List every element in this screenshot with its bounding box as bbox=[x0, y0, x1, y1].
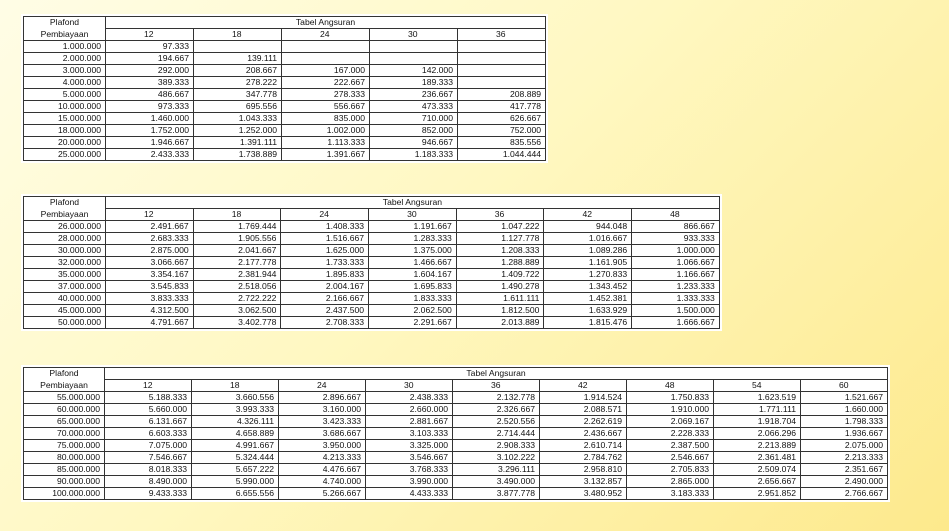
plafond-cell: 85.000.000 bbox=[24, 464, 105, 476]
pembiayaan-label: Pembiayaan bbox=[24, 380, 105, 392]
installment-cell: 3.103.333 bbox=[366, 428, 453, 440]
installment-cell: 208.889 bbox=[458, 89, 546, 101]
table-row bbox=[24, 440, 888, 452]
installment-cell: 278.222 bbox=[194, 77, 282, 89]
installment-cell: 1.191.667 bbox=[369, 221, 457, 233]
installment-cell: 7.546.667 bbox=[105, 452, 192, 464]
table-row bbox=[24, 101, 546, 113]
plafond-cell: 32.000.000 bbox=[24, 257, 106, 269]
installment-cell: 2.213.889 bbox=[714, 440, 801, 452]
installment-cell: 3.490.000 bbox=[453, 476, 540, 488]
installment-cell: 1.516.667 bbox=[281, 233, 369, 245]
installment-cell: 1.733.333 bbox=[281, 257, 369, 269]
installment-cell: 2.262.619 bbox=[540, 416, 627, 428]
installment-cell: 5.266.667 bbox=[279, 488, 366, 500]
tenor-header: 42 bbox=[544, 209, 632, 221]
installment-cell: 6.603.333 bbox=[105, 428, 192, 440]
installment-cell: 2.066.296 bbox=[714, 428, 801, 440]
installment-cell: 2.491.667 bbox=[106, 221, 194, 233]
installment-cell: 1.208.333 bbox=[456, 245, 544, 257]
table-row bbox=[24, 113, 546, 125]
installment-cell: 1.738.889 bbox=[194, 149, 282, 161]
header-row-tenors bbox=[24, 29, 546, 41]
table-row bbox=[24, 41, 546, 53]
installment-cell: 7.075.000 bbox=[105, 440, 192, 452]
installment-cell bbox=[370, 53, 458, 65]
header-row-tenors bbox=[24, 380, 888, 392]
installment-cell: 2.610.714 bbox=[540, 440, 627, 452]
installment-cell: 1.161.905 bbox=[544, 257, 632, 269]
installment-cell: 167.000 bbox=[282, 65, 370, 77]
installment-table-2 bbox=[21, 194, 722, 331]
installment-cell: 2.132.778 bbox=[453, 392, 540, 404]
installment-cell: 1.047.222 bbox=[456, 221, 544, 233]
pembiayaan-label: Pembiayaan bbox=[24, 209, 106, 221]
plafond-cell: 45.000.000 bbox=[24, 305, 106, 317]
installment-cell: 626.667 bbox=[458, 113, 546, 125]
installment-cell: 2.714.444 bbox=[453, 428, 540, 440]
installment-table-3 bbox=[21, 365, 890, 502]
installment-cell: 946.667 bbox=[370, 137, 458, 149]
installment-cell: 4.312.500 bbox=[106, 305, 194, 317]
plafond-cell: 37.000.000 bbox=[24, 281, 106, 293]
installment-cell: 1.623.519 bbox=[714, 392, 801, 404]
installment-cell: 3.062.500 bbox=[193, 305, 281, 317]
header-row-title bbox=[24, 368, 888, 380]
installment-cell: 3.132.857 bbox=[540, 476, 627, 488]
plafond-label: Plafond bbox=[24, 17, 106, 29]
installment-cell: 1.270.833 bbox=[544, 269, 632, 281]
table-row bbox=[24, 89, 546, 101]
installment-cell: 6.655.556 bbox=[192, 488, 279, 500]
installment-cell: 2.291.667 bbox=[369, 317, 457, 329]
installment-cell: 2.896.667 bbox=[279, 392, 366, 404]
installment-cell: 944.048 bbox=[544, 221, 632, 233]
table-title: Tabel Angsuran bbox=[106, 17, 546, 29]
installment-cell: 1.769.444 bbox=[193, 221, 281, 233]
installment-cell: 2.951.852 bbox=[714, 488, 801, 500]
tenor-header: 36 bbox=[458, 29, 546, 41]
installment-cell: 208.667 bbox=[194, 65, 282, 77]
installment-cell: 2.875.000 bbox=[106, 245, 194, 257]
installment-cell: 3.768.333 bbox=[366, 464, 453, 476]
installment-cell: 8.018.333 bbox=[105, 464, 192, 476]
installment-cell: 3.183.333 bbox=[627, 488, 714, 500]
tenor-header: 30 bbox=[369, 209, 457, 221]
installment-cell: 2.177.778 bbox=[193, 257, 281, 269]
installment-cell: 1.946.667 bbox=[106, 137, 194, 149]
table-row bbox=[24, 137, 546, 149]
installment-cell: 3.950.000 bbox=[279, 440, 366, 452]
installment-cell: 4.740.000 bbox=[279, 476, 366, 488]
installment-cell: 1.288.889 bbox=[456, 257, 544, 269]
installment-cell: 2.518.056 bbox=[193, 281, 281, 293]
installment-cell: 1.391.667 bbox=[282, 149, 370, 161]
installment-cell: 8.490.000 bbox=[105, 476, 192, 488]
installment-cell: 2.722.222 bbox=[193, 293, 281, 305]
table-row bbox=[24, 293, 720, 305]
table-title: Tabel Angsuran bbox=[105, 368, 888, 380]
installment-cell: 1.166.667 bbox=[632, 269, 720, 281]
installment-cell: 835.000 bbox=[282, 113, 370, 125]
installment-cell: 1.043.333 bbox=[194, 113, 282, 125]
table-row bbox=[24, 65, 546, 77]
installment-cell: 1.521.667 bbox=[801, 392, 888, 404]
tenor-header: 48 bbox=[632, 209, 720, 221]
installment-cell: 1.611.111 bbox=[456, 293, 544, 305]
installment-cell: 2.041.667 bbox=[193, 245, 281, 257]
installment-cell: 1.343.452 bbox=[544, 281, 632, 293]
plafond-cell: 80.000.000 bbox=[24, 452, 105, 464]
installment-cell: 2.908.333 bbox=[453, 440, 540, 452]
installment-cell: 3.660.556 bbox=[192, 392, 279, 404]
installment-cell: 1.812.500 bbox=[456, 305, 544, 317]
installment-cell: 1.002.000 bbox=[282, 125, 370, 137]
installment-cell: 2.213.333 bbox=[801, 452, 888, 464]
table-row bbox=[24, 404, 888, 416]
installment-cell: 6.131.667 bbox=[105, 416, 192, 428]
installment-cell: 2.660.000 bbox=[366, 404, 453, 416]
installment-cell: 278.333 bbox=[282, 89, 370, 101]
installment-cell: 1.113.333 bbox=[282, 137, 370, 149]
installment-cell: 2.705.833 bbox=[627, 464, 714, 476]
installment-cell: 710.000 bbox=[370, 113, 458, 125]
table-row bbox=[24, 269, 720, 281]
table-row bbox=[24, 53, 546, 65]
installment-table-1 bbox=[21, 14, 548, 163]
table-row bbox=[24, 452, 888, 464]
table-row bbox=[24, 281, 720, 293]
installment-cell: 2.436.667 bbox=[540, 428, 627, 440]
plafond-cell: 26.000.000 bbox=[24, 221, 106, 233]
plafond-cell: 25.000.000 bbox=[24, 149, 106, 161]
installment-cell: 1.910.000 bbox=[627, 404, 714, 416]
plafond-cell: 100.000.000 bbox=[24, 488, 105, 500]
installment-cell: 4.476.667 bbox=[279, 464, 366, 476]
installment-cell: 2.351.667 bbox=[801, 464, 888, 476]
installment-cell: 1.905.556 bbox=[193, 233, 281, 245]
installment-cell: 3.480.952 bbox=[540, 488, 627, 500]
plafond-cell: 35.000.000 bbox=[24, 269, 106, 281]
installment-cell: 866.667 bbox=[632, 221, 720, 233]
installment-cell: 1.408.333 bbox=[281, 221, 369, 233]
installment-cell: 1.252.000 bbox=[194, 125, 282, 137]
table-row bbox=[24, 488, 888, 500]
installment-cell: 1.633.929 bbox=[544, 305, 632, 317]
installment-cell: 1.409.722 bbox=[456, 269, 544, 281]
tenor-header: 24 bbox=[281, 209, 369, 221]
tenor-header: 30 bbox=[370, 29, 458, 41]
installment-cell: 3.545.833 bbox=[106, 281, 194, 293]
installment-cell: 2.490.000 bbox=[801, 476, 888, 488]
header-row-title bbox=[24, 197, 720, 209]
plafond-cell: 65.000.000 bbox=[24, 416, 105, 428]
installment-cell: 1.283.333 bbox=[369, 233, 457, 245]
installment-cell: 2.520.556 bbox=[453, 416, 540, 428]
plafond-cell: 10.000.000 bbox=[24, 101, 106, 113]
installment-cell: 1.936.667 bbox=[801, 428, 888, 440]
installment-cell bbox=[370, 41, 458, 53]
installment-cell bbox=[458, 77, 546, 89]
installment-cell: 3.325.000 bbox=[366, 440, 453, 452]
installment-cell: 2.075.000 bbox=[801, 440, 888, 452]
tenor-header: 24 bbox=[279, 380, 366, 392]
plafond-cell: 3.000.000 bbox=[24, 65, 106, 77]
tenor-header: 18 bbox=[192, 380, 279, 392]
tenor-header: 12 bbox=[105, 380, 192, 392]
installment-cell: 2.069.167 bbox=[627, 416, 714, 428]
installment-cell: 1.500.000 bbox=[632, 305, 720, 317]
tenor-header: 18 bbox=[193, 209, 281, 221]
installment-cell: 2.865.000 bbox=[627, 476, 714, 488]
installment-cell: 3.354.167 bbox=[106, 269, 194, 281]
installment-cell: 4.991.667 bbox=[192, 440, 279, 452]
installment-cell: 1.914.524 bbox=[540, 392, 627, 404]
installment-cell: 473.333 bbox=[370, 101, 458, 113]
installment-cell: 2.881.667 bbox=[366, 416, 453, 428]
installment-cell: 2.438.333 bbox=[366, 392, 453, 404]
installment-cell: 2.004.167 bbox=[281, 281, 369, 293]
plafond-cell: 50.000.000 bbox=[24, 317, 106, 329]
tenor-header: 48 bbox=[627, 380, 714, 392]
installment-cell: 3.546.667 bbox=[366, 452, 453, 464]
table-row bbox=[24, 428, 888, 440]
installment-cell: 2.708.333 bbox=[281, 317, 369, 329]
installment-cell: 4.791.667 bbox=[106, 317, 194, 329]
installment-cell: 1.000.000 bbox=[632, 245, 720, 257]
table-row bbox=[24, 245, 720, 257]
installment-cell: 3.402.778 bbox=[193, 317, 281, 329]
header-row-tenors bbox=[24, 209, 720, 221]
installment-cell: 2.013.889 bbox=[456, 317, 544, 329]
installment-cell: 556.667 bbox=[282, 101, 370, 113]
installment-cell: 1.016.667 bbox=[544, 233, 632, 245]
installment-cell bbox=[458, 41, 546, 53]
installment-cell bbox=[458, 65, 546, 77]
tenor-header: 54 bbox=[714, 380, 801, 392]
tenor-header: 12 bbox=[106, 209, 194, 221]
installment-cell: 973.333 bbox=[106, 101, 194, 113]
installment-cell: 1.771.111 bbox=[714, 404, 801, 416]
installment-cell: 1.466.667 bbox=[369, 257, 457, 269]
table-row bbox=[24, 305, 720, 317]
table-row bbox=[24, 149, 546, 161]
installment-cell: 4.658.889 bbox=[192, 428, 279, 440]
tenor-header: 36 bbox=[453, 380, 540, 392]
installment-cell: 3.423.333 bbox=[279, 416, 366, 428]
installment-cell: 4.213.333 bbox=[279, 452, 366, 464]
installment-cell: 3.296.111 bbox=[453, 464, 540, 476]
installment-cell: 4.433.333 bbox=[366, 488, 453, 500]
tenor-header: 12 bbox=[106, 29, 194, 41]
installment-cell: 4.326.111 bbox=[192, 416, 279, 428]
installment-cell: 2.509.074 bbox=[714, 464, 801, 476]
installment-cell: 2.381.944 bbox=[193, 269, 281, 281]
installment-cell: 194.667 bbox=[106, 53, 194, 65]
installment-cell bbox=[458, 53, 546, 65]
plafond-cell: 2.000.000 bbox=[24, 53, 106, 65]
installment-cell: 1.089.286 bbox=[544, 245, 632, 257]
table-row bbox=[24, 233, 720, 245]
tenor-header: 30 bbox=[366, 380, 453, 392]
installment-cell: 1.044.444 bbox=[458, 149, 546, 161]
plafond-cell: 15.000.000 bbox=[24, 113, 106, 125]
plafond-cell: 70.000.000 bbox=[24, 428, 105, 440]
plafond-cell: 28.000.000 bbox=[24, 233, 106, 245]
table-row bbox=[24, 464, 888, 476]
installment-cell: 3.102.222 bbox=[453, 452, 540, 464]
plafond-label: Plafond bbox=[24, 368, 105, 380]
plafond-cell: 4.000.000 bbox=[24, 77, 106, 89]
installment-cell: 1.750.833 bbox=[627, 392, 714, 404]
installment-cell: 1.918.704 bbox=[714, 416, 801, 428]
installment-cell: 5.324.444 bbox=[192, 452, 279, 464]
installment-cell: 2.062.500 bbox=[369, 305, 457, 317]
installment-cell: 389.333 bbox=[106, 77, 194, 89]
plafond-cell: 18.000.000 bbox=[24, 125, 106, 137]
table-row bbox=[24, 125, 546, 137]
installment-cell: 189.333 bbox=[370, 77, 458, 89]
installment-cell: 486.667 bbox=[106, 89, 194, 101]
installment-cell: 2.088.571 bbox=[540, 404, 627, 416]
installment-cell: 835.556 bbox=[458, 137, 546, 149]
plafond-cell: 40.000.000 bbox=[24, 293, 106, 305]
tenor-header: 18 bbox=[194, 29, 282, 41]
plafond-cell: 60.000.000 bbox=[24, 404, 105, 416]
table-row bbox=[24, 257, 720, 269]
installment-cell: 2.766.667 bbox=[801, 488, 888, 500]
installment-cell: 1.798.333 bbox=[801, 416, 888, 428]
installment-cell bbox=[282, 41, 370, 53]
installment-cell: 5.660.000 bbox=[105, 404, 192, 416]
installment-cell: 5.990.000 bbox=[192, 476, 279, 488]
installment-cell: 1.660.000 bbox=[801, 404, 888, 416]
installment-cell: 5.657.222 bbox=[192, 464, 279, 476]
installment-cell: 2.546.667 bbox=[627, 452, 714, 464]
installment-cell: 1.604.167 bbox=[369, 269, 457, 281]
plafond-cell: 75.000.000 bbox=[24, 440, 105, 452]
installment-cell: 1.895.833 bbox=[281, 269, 369, 281]
plafond-cell: 55.000.000 bbox=[24, 392, 105, 404]
plafond-cell: 30.000.000 bbox=[24, 245, 106, 257]
installment-cell: 3.160.000 bbox=[279, 404, 366, 416]
table-row bbox=[24, 77, 546, 89]
table-row bbox=[24, 416, 888, 428]
installment-cell: 347.778 bbox=[194, 89, 282, 101]
pembiayaan-label: Pembiayaan bbox=[24, 29, 106, 41]
installment-cell: 236.667 bbox=[370, 89, 458, 101]
installment-cell: 1.391.111 bbox=[194, 137, 282, 149]
table-row bbox=[24, 221, 720, 233]
installment-cell: 2.433.333 bbox=[106, 149, 194, 161]
plafond-cell: 1.000.000 bbox=[24, 41, 106, 53]
table-row bbox=[24, 317, 720, 329]
installment-cell: 3.686.667 bbox=[279, 428, 366, 440]
installment-cell: 2.326.667 bbox=[453, 404, 540, 416]
installment-cell bbox=[194, 41, 282, 53]
installment-cell: 1.452.381 bbox=[544, 293, 632, 305]
installment-cell: 1.066.667 bbox=[632, 257, 720, 269]
installment-cell: 2.784.762 bbox=[540, 452, 627, 464]
installment-cell: 3.066.667 bbox=[106, 257, 194, 269]
installment-cell: 3.990.000 bbox=[366, 476, 453, 488]
installment-cell: 695.556 bbox=[194, 101, 282, 113]
installment-cell: 3.993.333 bbox=[192, 404, 279, 416]
installment-cell: 417.778 bbox=[458, 101, 546, 113]
header-row-title bbox=[24, 17, 546, 29]
plafond-label: Plafond bbox=[24, 197, 106, 209]
installment-cell: 5.188.333 bbox=[105, 392, 192, 404]
installment-cell: 1.695.833 bbox=[369, 281, 457, 293]
installment-cell: 1.333.333 bbox=[632, 293, 720, 305]
installment-cell: 752.000 bbox=[458, 125, 546, 137]
tenor-header: 42 bbox=[540, 380, 627, 392]
installment-cell: 1.183.333 bbox=[370, 149, 458, 161]
installment-cell: 2.361.481 bbox=[714, 452, 801, 464]
installment-cell: 2.683.333 bbox=[106, 233, 194, 245]
installment-cell: 1.752.000 bbox=[106, 125, 194, 137]
tenor-header: 24 bbox=[282, 29, 370, 41]
installment-cell: 1.490.278 bbox=[456, 281, 544, 293]
installment-cell: 2.437.500 bbox=[281, 305, 369, 317]
tenor-header: 60 bbox=[801, 380, 888, 392]
installment-cell: 1.815.476 bbox=[544, 317, 632, 329]
installment-cell: 1.375.000 bbox=[369, 245, 457, 257]
installment-cell: 1.460.000 bbox=[106, 113, 194, 125]
installment-cell: 1.666.667 bbox=[632, 317, 720, 329]
installment-cell: 1.625.000 bbox=[281, 245, 369, 257]
installment-cell: 852.000 bbox=[370, 125, 458, 137]
plafond-cell: 90.000.000 bbox=[24, 476, 105, 488]
installment-cell: 2.958.810 bbox=[540, 464, 627, 476]
installment-cell: 933.333 bbox=[632, 233, 720, 245]
plafond-cell: 20.000.000 bbox=[24, 137, 106, 149]
installment-cell: 2.228.333 bbox=[627, 428, 714, 440]
installment-cell: 222.667 bbox=[282, 77, 370, 89]
table-row bbox=[24, 476, 888, 488]
installment-cell: 2.656.667 bbox=[714, 476, 801, 488]
installment-cell: 1.233.333 bbox=[632, 281, 720, 293]
table-row bbox=[24, 392, 888, 404]
tenor-header: 36 bbox=[456, 209, 544, 221]
installment-cell: 97.333 bbox=[106, 41, 194, 53]
installment-cell: 2.166.667 bbox=[281, 293, 369, 305]
installment-cell: 1.127.778 bbox=[456, 233, 544, 245]
installment-cell: 3.877.778 bbox=[453, 488, 540, 500]
installment-cell: 139.111 bbox=[194, 53, 282, 65]
installment-cell: 142.000 bbox=[370, 65, 458, 77]
installment-cell bbox=[282, 53, 370, 65]
installment-cell: 2.387.500 bbox=[627, 440, 714, 452]
table-title: Tabel Angsuran bbox=[106, 197, 720, 209]
plafond-cell: 5.000.000 bbox=[24, 89, 106, 101]
installment-cell: 3.833.333 bbox=[106, 293, 194, 305]
installment-cell: 292.000 bbox=[106, 65, 194, 77]
installment-cell: 1.833.333 bbox=[369, 293, 457, 305]
installment-cell: 9.433.333 bbox=[105, 488, 192, 500]
